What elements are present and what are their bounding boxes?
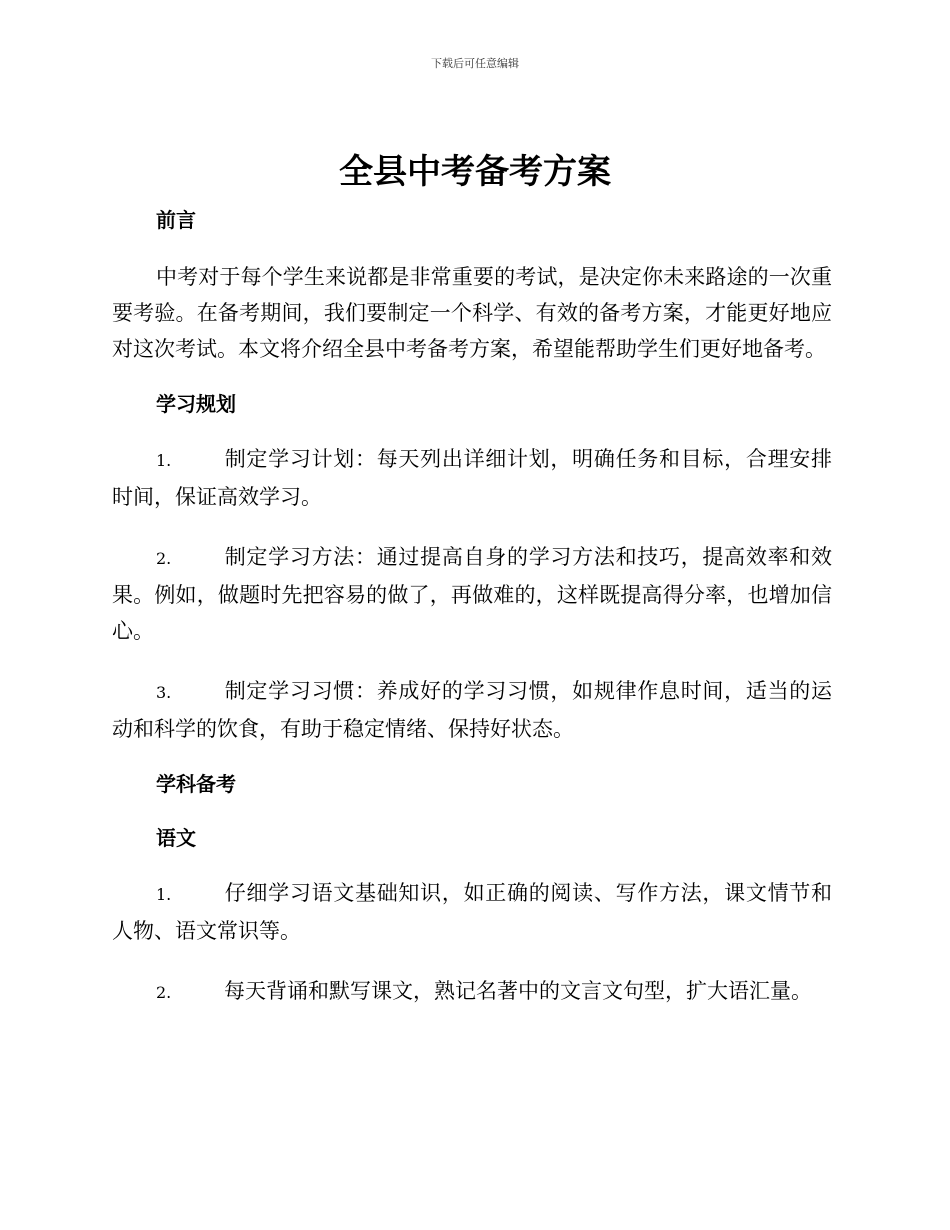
list-item-text: 制定学习习惯：养成好的学习习惯，如规律作息时间，适当的运动和科学的饮食，有助于稳定情绪、保持好状态。: [112, 679, 832, 741]
list-item-number: 2.: [156, 549, 172, 568]
section-heading-preface: 前言: [156, 208, 196, 232]
subsection-heading-chinese: 语文: [156, 826, 196, 850]
list-item-text: 制定学习方法：通过提高自身的学习方法和技巧，提高效率和效果。例如，做题时先把容易的做了，再做难的，这样既提高得分率，也增加信心。: [112, 545, 832, 643]
list-item-text: 仔细学习语文基础知识，如正确的阅读、写作方法，课文情节和人物、语文常识等。: [112, 881, 832, 943]
document-title: 全县中考备考方案: [339, 152, 611, 192]
section-heading-study-plan: 学习规划: [156, 392, 236, 416]
list-item: [112, 673, 832, 747]
header-note: 下载后可任意编辑: [431, 57, 519, 70]
section-heading-subject-prep: 学科备考: [156, 772, 236, 796]
list-item-number: 1.: [156, 451, 172, 470]
list-item: [112, 441, 832, 515]
list-item-number: 3.: [156, 683, 172, 702]
preface-paragraph: 中考对于每个学生来说都是非常重要的考试，是决定你未来路途的一次重要考验。在备考期间，我们要制定一个科学、有效的备考方案，才能更好地应对这次考试。本文将介绍全县中考备考方案，希望能帮助学生们更好地备考。: [112, 265, 832, 361]
list-item-text: 制定学习计划：每天列出详细计划，明确任务和目标，合理安排时间，保证高效学习。: [112, 447, 832, 509]
list-item: [112, 539, 832, 649]
list-item: [112, 875, 832, 949]
list-item-text: 每天背诵和默写课文，熟记名著中的文言文句型，扩大语汇量。: [224, 979, 812, 1003]
list-item-number: 2.: [156, 983, 172, 1002]
list-item: [112, 973, 832, 1011]
list-item-number: 1.: [156, 885, 172, 904]
document-body: [112, 205, 832, 1011]
